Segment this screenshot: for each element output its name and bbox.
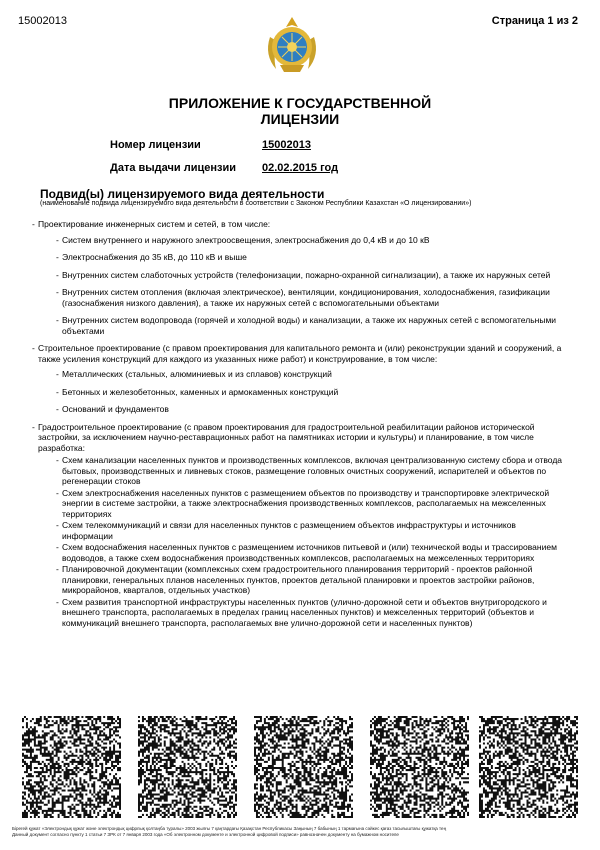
list-item: - Схем телекоммуникаций и связи для населенных пунктов с размещением объектов инфраструктуры и источников информации (56, 520, 516, 541)
list-item: - Схем электроснабжения населенных пунктов с размещением объектов по производству и транспортировке электрической энергии в системе застройки, а также электроснабжения производственных комплексов, располагаемых на межселенных территориях (56, 487, 550, 519)
qr-code-icon (254, 716, 353, 818)
list-item: - Внутренних систем слаботочных устройств (телефонизации, пожарно-охранной сигнализации), а также их наружных сетей (56, 269, 551, 280)
section-items (56, 235, 567, 337)
activity-list (32, 219, 567, 632)
license-number-label: Номер лицензии (110, 139, 201, 151)
list-item: - Схем развития транспортной инфраструктуры населенных пунктов (улично-дорожной сети и объектов внутригородского и внешнего транспорта, располагаемых в пределах границ населенных пунктов) и межселенных территорий (объектов и коммуникаций внешнего транспорта, располагаемых вне улично-дорожной сети и населенных пунктов) (56, 596, 547, 628)
subtypes-note: (наименование подвида лицензируемого вида деятельности в соответствии с Законом Республики Казахстан «О лицензировании») (40, 200, 472, 207)
state-emblem-icon (262, 15, 322, 75)
qr-code-icon (479, 716, 578, 818)
list-item: - Оснований и фундаментов (56, 404, 169, 414)
list-item: - Внутренних систем отопления (включая электрическое), вентиляции, кондиционирования, холодоснабжения, газификации (газоснабжения низкого давления), а также их наружных сетей с вспомогательными объектами (56, 287, 550, 308)
section-items (56, 369, 567, 415)
section-items (56, 455, 567, 628)
list-item: - Бетонных и железобетонных, каменных и армокаменных конструкций (56, 386, 339, 397)
list-item: - Внутренних систем водопровода (горячей и холодной воды) и канализации, а также их наружных сетей с вспомогательными объектами (56, 315, 557, 336)
section-title: - Строительное проектирование (с правом проектирования для капитального ремонта и (или) реконструкции зданий и сооружений, а также усиления конструкций для каждого из указанных ниже работ) и конструирование, в том числе: (32, 343, 562, 364)
license-number-row (110, 139, 311, 151)
list-item: - Схем канализации населенных пунктов и производственных комплексов, включая централизованную систему сбора и отвода бытовых, производственных и ливневых стоков, размещение головных очистных сооружений, испарителей и объектов по регенерации стоков (56, 455, 563, 486)
license-date-label: Дата выдачи лицензии (110, 162, 236, 174)
list-item: - Схем водоснабжения населенных пунктов с размещением источников питьевой и (или) технической воды и трассированием водоводов, а также схем водоснабжения производственных комплексов, располагаемых на межселенных территориях (56, 542, 557, 563)
list-item: - Металлических (стальных, алюминиевых и из сплавов) конструкций (56, 369, 332, 379)
list-item: - Электроснабжения до 35 кВ, до 110 кВ и выше (56, 252, 247, 262)
license-date-value: 02.02.2015 год (262, 162, 339, 174)
document-title (0, 95, 600, 127)
footer-line-kazakh: Бірегей құжат «Электрондық құжат және электрондық цифрлық қолтаңба туралы» 2003 жылғы 7 қаңтардағы Қазақстан Республикасы Заңының 7 бабының 1 тармағына сәйкес қағаз тасығыштағы құжатқа тең (12, 826, 447, 831)
subtypes-heading: Подвид(ы) лицензируемого вида деятельности (40, 187, 325, 201)
title-line-1: ПРИЛОЖЕНИЕ К ГОСУДАРСТВЕННОЙ (168, 95, 432, 111)
section-title: - Проектирование инженерных систем и сетей, в том числе: (32, 219, 271, 229)
license-number-value: 15002013 (262, 139, 311, 151)
footer-notice (12, 826, 588, 838)
document-number: 15002013 (18, 15, 67, 27)
qr-code-icon (138, 716, 237, 818)
qr-code-icon (22, 716, 121, 818)
license-date-row (110, 162, 338, 174)
list-item: - Планировочной документации (комплексных схем градостроительного планирования территорий - проектов районной планировки, генеральных планов населенных пунктов, проектов детальной планировки и проектов застройки районов, микрорайонов, кварталов, отдельных участков) (56, 564, 535, 595)
title-line-2: ЛИЦЕНЗИИ (260, 111, 340, 127)
qr-code-icon (370, 716, 469, 818)
page-indicator: Страница 1 из 2 (491, 15, 578, 27)
section-title: - Градостроительное проектирование (с правом проектирования для градостроительной реабилитации районов исторической застройки, за исключением научно-реставрационных работ на памятниках истории и культуры) и планирование, в том числе разработка: (32, 421, 535, 453)
qr-code-strip (22, 716, 578, 818)
list-item: - Систем внутреннего и наружного электроосвещения, электроснабжения до 0,4 кВ и до 10 кВ (56, 234, 430, 245)
footer-line-russian: Данный документ согласно пункту 1 статьи 7 ЗРК от 7 января 2003 года «Об электронном документе и электронной цифровой подписи» равнозначен документу на бумажном носителе (12, 832, 399, 837)
